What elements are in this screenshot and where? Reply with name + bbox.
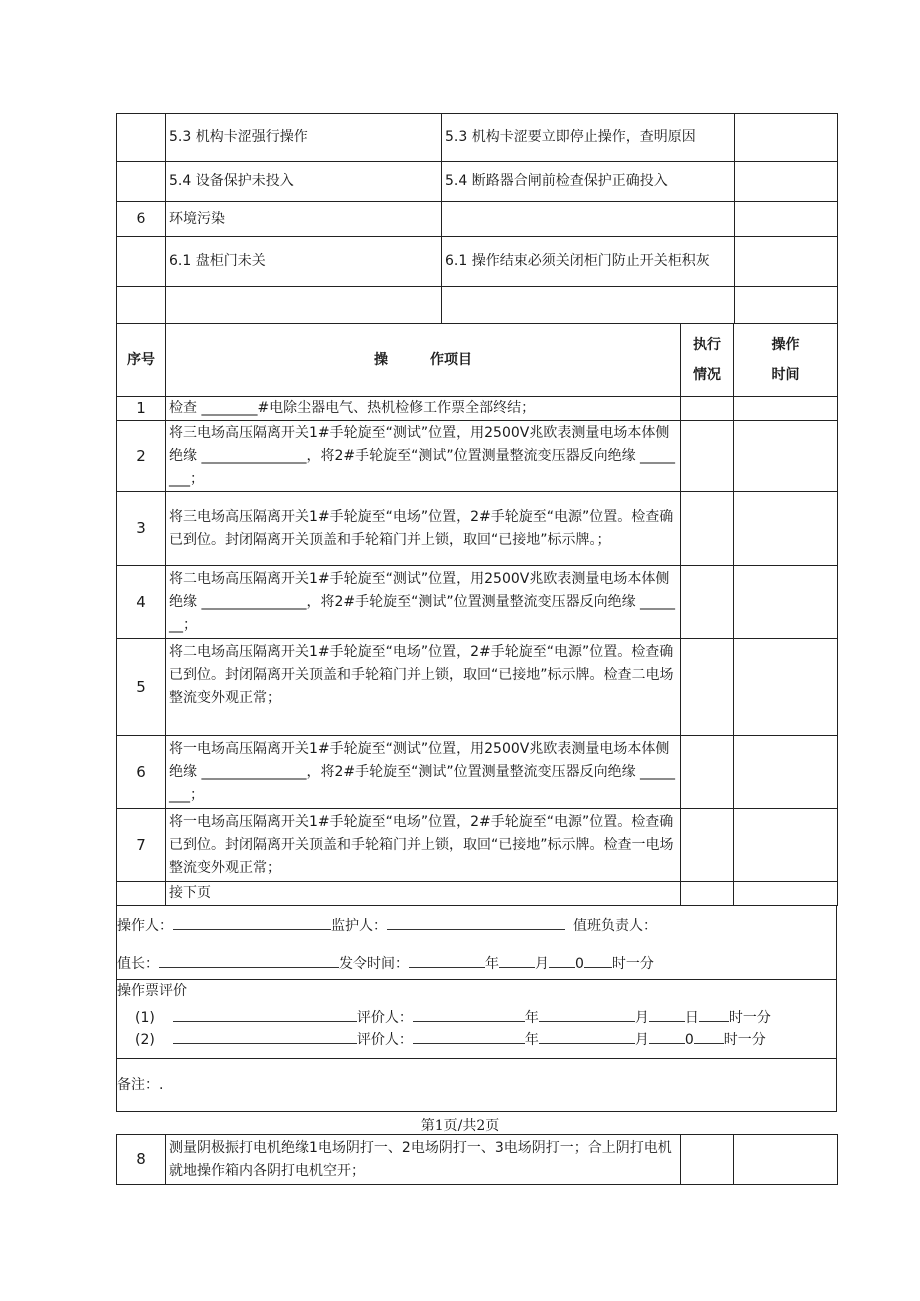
header-operation-item: 操 作项目	[166, 324, 681, 397]
step-seq: 6	[117, 736, 166, 809]
step-seq: 8	[117, 1135, 166, 1185]
month-label: 月	[634, 1010, 649, 1026]
issue-day-blank[interactable]	[549, 953, 575, 968]
signature-block	[116, 905, 837, 1112]
risk-cell: 5.3 机构卡涩强行操作	[166, 114, 442, 162]
step-text: 将一电场高压隔离开关1#手轮旋至“测试”位置，用2500V兆欧表测量电场本体侧绝缘 _______________，将2#手轮旋至“测试”位置测量整流变压器反向绝缘 ________；	[166, 736, 681, 809]
hour-min-label: 时一分	[611, 956, 654, 972]
exec-cell[interactable]	[681, 639, 734, 736]
measure-cell: 5.3 机构卡涩要立即停止操作，查明原因	[442, 114, 735, 162]
exec-cell[interactable]	[681, 421, 734, 492]
evaluation-blank[interactable]	[173, 1007, 357, 1022]
measure-cell: 5.4 断路器合闸前检查保护正确投入	[442, 162, 735, 202]
chief-label: 值长：	[117, 956, 159, 972]
measure-cell: 6.1 操作结束必须关闭柜门防止开关柜积灰	[442, 237, 735, 287]
risk-seq	[117, 162, 166, 202]
blank-cell	[735, 237, 838, 287]
exec-cell[interactable]	[681, 809, 734, 882]
step-text: 将一电场高压隔离开关1#手轮旋至“电场”位置，2#手轮旋至“电源”位置。检查确已到位。封闭隔离开关顶盖和手轮箱门并上锁，取回“已接地”标示牌。检查一电场整流变外观正常；	[166, 809, 681, 882]
measure-cell	[442, 202, 735, 237]
risk-row	[117, 287, 838, 324]
risk-row	[117, 162, 838, 202]
issue-month-blank[interactable]	[499, 953, 535, 968]
eval-month-blank[interactable]	[539, 1029, 635, 1044]
step-text: 测量阴极振打电机绝缘1电场阴打一、2电场阴打一、3电场阴打一；合上阴打电机就地操作箱内各阴打电机空开；	[166, 1135, 681, 1185]
table-header-row	[117, 324, 838, 397]
operator-blank[interactable]	[173, 915, 331, 930]
risk-cell	[166, 287, 442, 324]
risk-row	[117, 114, 838, 162]
remarks: 备注：.	[117, 1077, 164, 1093]
blank-cell	[735, 202, 838, 237]
measure-cell	[442, 287, 735, 324]
month-label: 月	[535, 956, 549, 972]
risk-seq	[117, 114, 166, 162]
evaluation-row-1	[135, 1007, 771, 1028]
issue-time-label: 发令时间：	[339, 956, 409, 972]
time-cell[interactable]	[734, 736, 838, 809]
issue-year-blank[interactable]	[409, 953, 485, 968]
shift-leader-label: 值班负责人：	[573, 918, 657, 934]
table-row	[117, 736, 838, 809]
divider	[117, 1058, 836, 1059]
step-text: 检查 ________#电除尘器电气、热机检修工作票全部终结；	[166, 397, 681, 421]
exec-cell[interactable]	[681, 1135, 734, 1185]
header-exec-line2: 情况	[693, 367, 721, 383]
hour-min-label: 时一分	[728, 1010, 771, 1026]
time-cell[interactable]	[734, 566, 838, 639]
evaluator-label: 评价人：	[356, 1032, 413, 1048]
header-exec-status	[681, 324, 734, 397]
year-label: 年	[524, 1032, 539, 1048]
exec-cell[interactable]	[681, 882, 734, 906]
risk-cell: 5.4 设备保护未投入	[166, 162, 442, 202]
year-label: 年	[485, 956, 499, 972]
risk-seq	[117, 237, 166, 287]
step-seq: 5	[117, 639, 166, 736]
risk-seq: 6	[117, 202, 166, 237]
risk-table	[116, 113, 838, 324]
day-label: 日	[684, 1010, 699, 1026]
signature-line-1	[117, 915, 657, 936]
table-row	[117, 809, 838, 882]
page-footer: 第1页/共2页	[420, 1118, 500, 1134]
time-cell[interactable]	[734, 397, 838, 421]
step-seq: 1	[117, 397, 166, 421]
table-row	[117, 1135, 838, 1185]
risk-cell: 环境污染	[166, 202, 442, 237]
year-label: 年	[524, 1010, 539, 1026]
evaluation-title: 操作票评价	[117, 983, 187, 999]
time-cell[interactable]	[734, 882, 838, 906]
eval-month-blank[interactable]	[539, 1007, 635, 1022]
month-label: 月	[634, 1032, 649, 1048]
divider	[117, 979, 836, 980]
exec-cell[interactable]	[681, 397, 734, 421]
header-seq: 序号	[117, 324, 166, 397]
day-label: 0	[684, 1032, 694, 1048]
operator-label: 操作人：	[117, 918, 173, 934]
header-time-line1: 操作	[771, 337, 800, 353]
evaluation-num: (1)	[135, 1010, 155, 1026]
exec-cell[interactable]	[681, 566, 734, 639]
table-row	[117, 639, 838, 736]
page2-table	[116, 1134, 838, 1185]
evaluation-blank[interactable]	[173, 1029, 357, 1044]
issue-hour-blank[interactable]	[584, 953, 612, 968]
step-text: 将二电场高压隔离开关1#手轮旋至“测试”位置，用2500V兆欧表测量电场本体侧绝缘 _______________，将2#手轮旋至“测试”位置测量整流变压器反向绝缘 _______；	[166, 566, 681, 639]
step-text: 接下页	[166, 882, 681, 906]
step-seq	[117, 882, 166, 906]
step-seq: 2	[117, 421, 166, 492]
step-seq: 3	[117, 492, 166, 566]
table-row	[117, 882, 838, 906]
eval-hour-blank[interactable]	[694, 1029, 724, 1044]
hour-min-label: 时一分	[723, 1032, 766, 1048]
risk-row	[117, 202, 838, 237]
time-cell[interactable]	[734, 639, 838, 736]
step-seq: 7	[117, 809, 166, 882]
eval-hour-blank[interactable]	[699, 1007, 729, 1022]
blank-cell	[735, 287, 838, 324]
chief-blank[interactable]	[159, 953, 339, 968]
risk-seq	[117, 287, 166, 324]
time-cell[interactable]	[734, 421, 838, 492]
step-text: 将三电场高压隔离开关1#手轮旋至“测试”位置，用2500V兆欧表测量电场本体侧绝缘 _______________，将2#手轮旋至“测试”位置测量整流变压器反向绝缘 ________；	[166, 421, 681, 492]
guardian-blank[interactable]	[387, 915, 565, 930]
evaluator-label: 评价人：	[356, 1010, 413, 1026]
exec-cell[interactable]	[681, 492, 734, 566]
day-label: 0	[575, 956, 584, 972]
header-exec-line1: 执行	[693, 337, 721, 353]
evaluation-num: (2)	[135, 1032, 155, 1048]
evaluation-row-2	[135, 1029, 766, 1050]
eval-year-blank[interactable]	[413, 1029, 525, 1044]
eval-year-blank[interactable]	[413, 1007, 525, 1022]
eval-day-blank[interactable]	[649, 1007, 685, 1022]
time-cell[interactable]	[734, 492, 838, 566]
blank-cell	[735, 162, 838, 202]
signature-line-2	[117, 953, 654, 974]
step-text: 将二电场高压隔离开关1#手轮旋至“电场”位置，2#手轮旋至“电源”位置。检查确已到位。封闭隔离开关顶盖和手轮箱门并上锁，取回“已接地”标示牌。检查二电场整流变外观正常；	[166, 639, 681, 736]
risk-cell: 6.1 盘柜门未关	[166, 237, 442, 287]
table-row	[117, 492, 838, 566]
time-cell[interactable]	[734, 1135, 838, 1185]
time-cell[interactable]	[734, 809, 838, 882]
eval-day-blank[interactable]	[649, 1029, 685, 1044]
guardian-label: 监护人：	[331, 918, 387, 934]
table-row	[117, 566, 838, 639]
header-time-line2: 时间	[771, 367, 800, 383]
risk-row	[117, 237, 838, 287]
exec-cell[interactable]	[681, 736, 734, 809]
operation-table	[116, 323, 838, 906]
step-seq: 4	[117, 566, 166, 639]
table-row	[117, 421, 838, 492]
blank-cell	[735, 114, 838, 162]
table-row	[117, 397, 838, 421]
step-text: 将三电场高压隔离开关1#手轮旋至“电场”位置，2#手轮旋至“电源”位置。检查确已到位。封闭隔离开关顶盖和手轮箱门并上锁，取回“已接地”标示牌。；	[166, 492, 681, 566]
header-op-time	[734, 324, 838, 397]
